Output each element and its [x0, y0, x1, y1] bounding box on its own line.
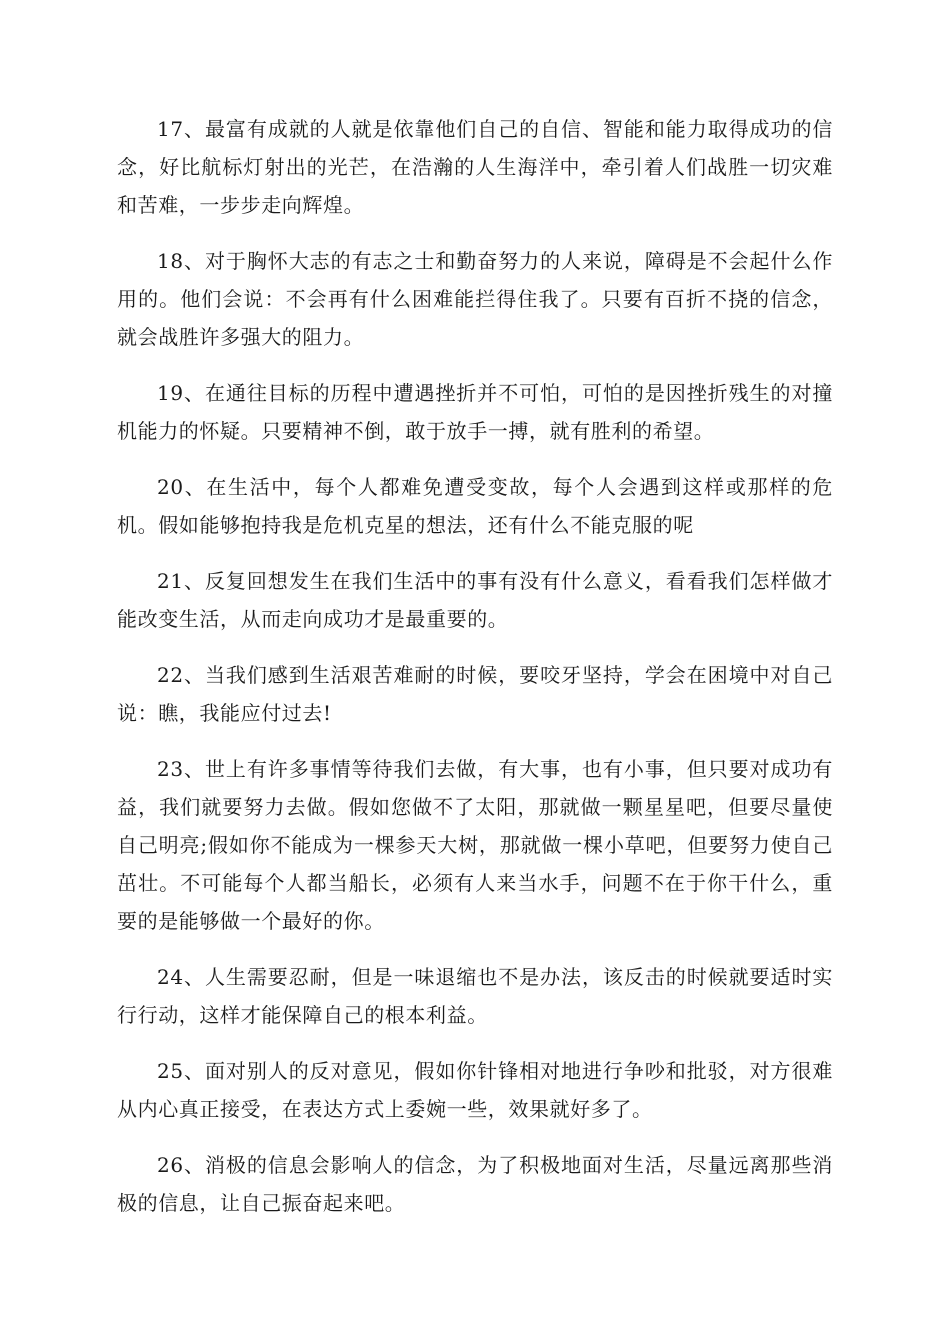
paragraph-24: 24、人生需要忍耐，但是一味退缩也不是办法，该反击的时候就要适时实行行动，这样才能保障自己的根本利益。 — [117, 965, 833, 1027]
paragraph-18: 18、对于胸怀大志的有志之士和勤奋努力的人来说，障碍是不会起什么作用的。他们会说：不会再有什么困难能拦得住我了。只要有百折不挠的信念，就会战胜许多强大的阻力。 — [117, 249, 833, 349]
paragraph-25: 25、面对别人的反对意见，假如你针锋相对地进行争吵和批驳，对方很难从内心真正接受，在表达方式上委婉一些，效果就好多了。 — [117, 1059, 833, 1121]
document-page — [117, 110, 833, 1240]
paragraph-22: 22、当我们感到生活艰苦难耐的时候，要咬牙坚持，学会在困境中对自己说：瞧，我能应付过去! — [117, 663, 833, 725]
paragraph-26: 26、消极的信息会影响人的信念，为了积极地面对生活，尽量远离那些消极的信息，让自己振奋起来吧。 — [117, 1153, 833, 1215]
paragraph-17: 17、最富有成就的人就是依靠他们自己的自信、智能和能力取得成功的信念，好比航标灯射出的光芒，在浩瀚的人生海洋中，牵引着人们战胜一切灾难和苦难，一步步走向辉煌。 — [117, 117, 833, 217]
paragraph-23: 23、世上有许多事情等待我们去做，有大事，也有小事，但只要对成功有益，我们就要努力去做。假如您做不了太阳，那就做一颗星星吧，但要尽量使自己明亮;假如你不能成为一棵参天大树，那就做一棵小草吧，但要努力使自己茁壮。不可能每个人都当船长，必须有人来当水手，问题不在于你干什么，重要的是能够做一个最好的你。 — [117, 757, 833, 933]
paragraph-21: 21、反复回想发生在我们生活中的事有没有什么意义，看看我们怎样做才能改变生活，从而走向成功才是最重要的。 — [117, 569, 833, 631]
paragraph-19: 19、在通往目标的历程中遭遇挫折并不可怕，可怕的是因挫折残生的对撞机能力的怀疑。只要精神不倒，敢于放手一搏，就有胜利的希望。 — [117, 381, 833, 443]
paragraph-20: 20、在生活中，每个人都难免遭受变故，每个人会遇到这样或那样的危机。假如能够抱持我是危机克星的想法，还有什么不能克服的呢 — [117, 475, 833, 537]
